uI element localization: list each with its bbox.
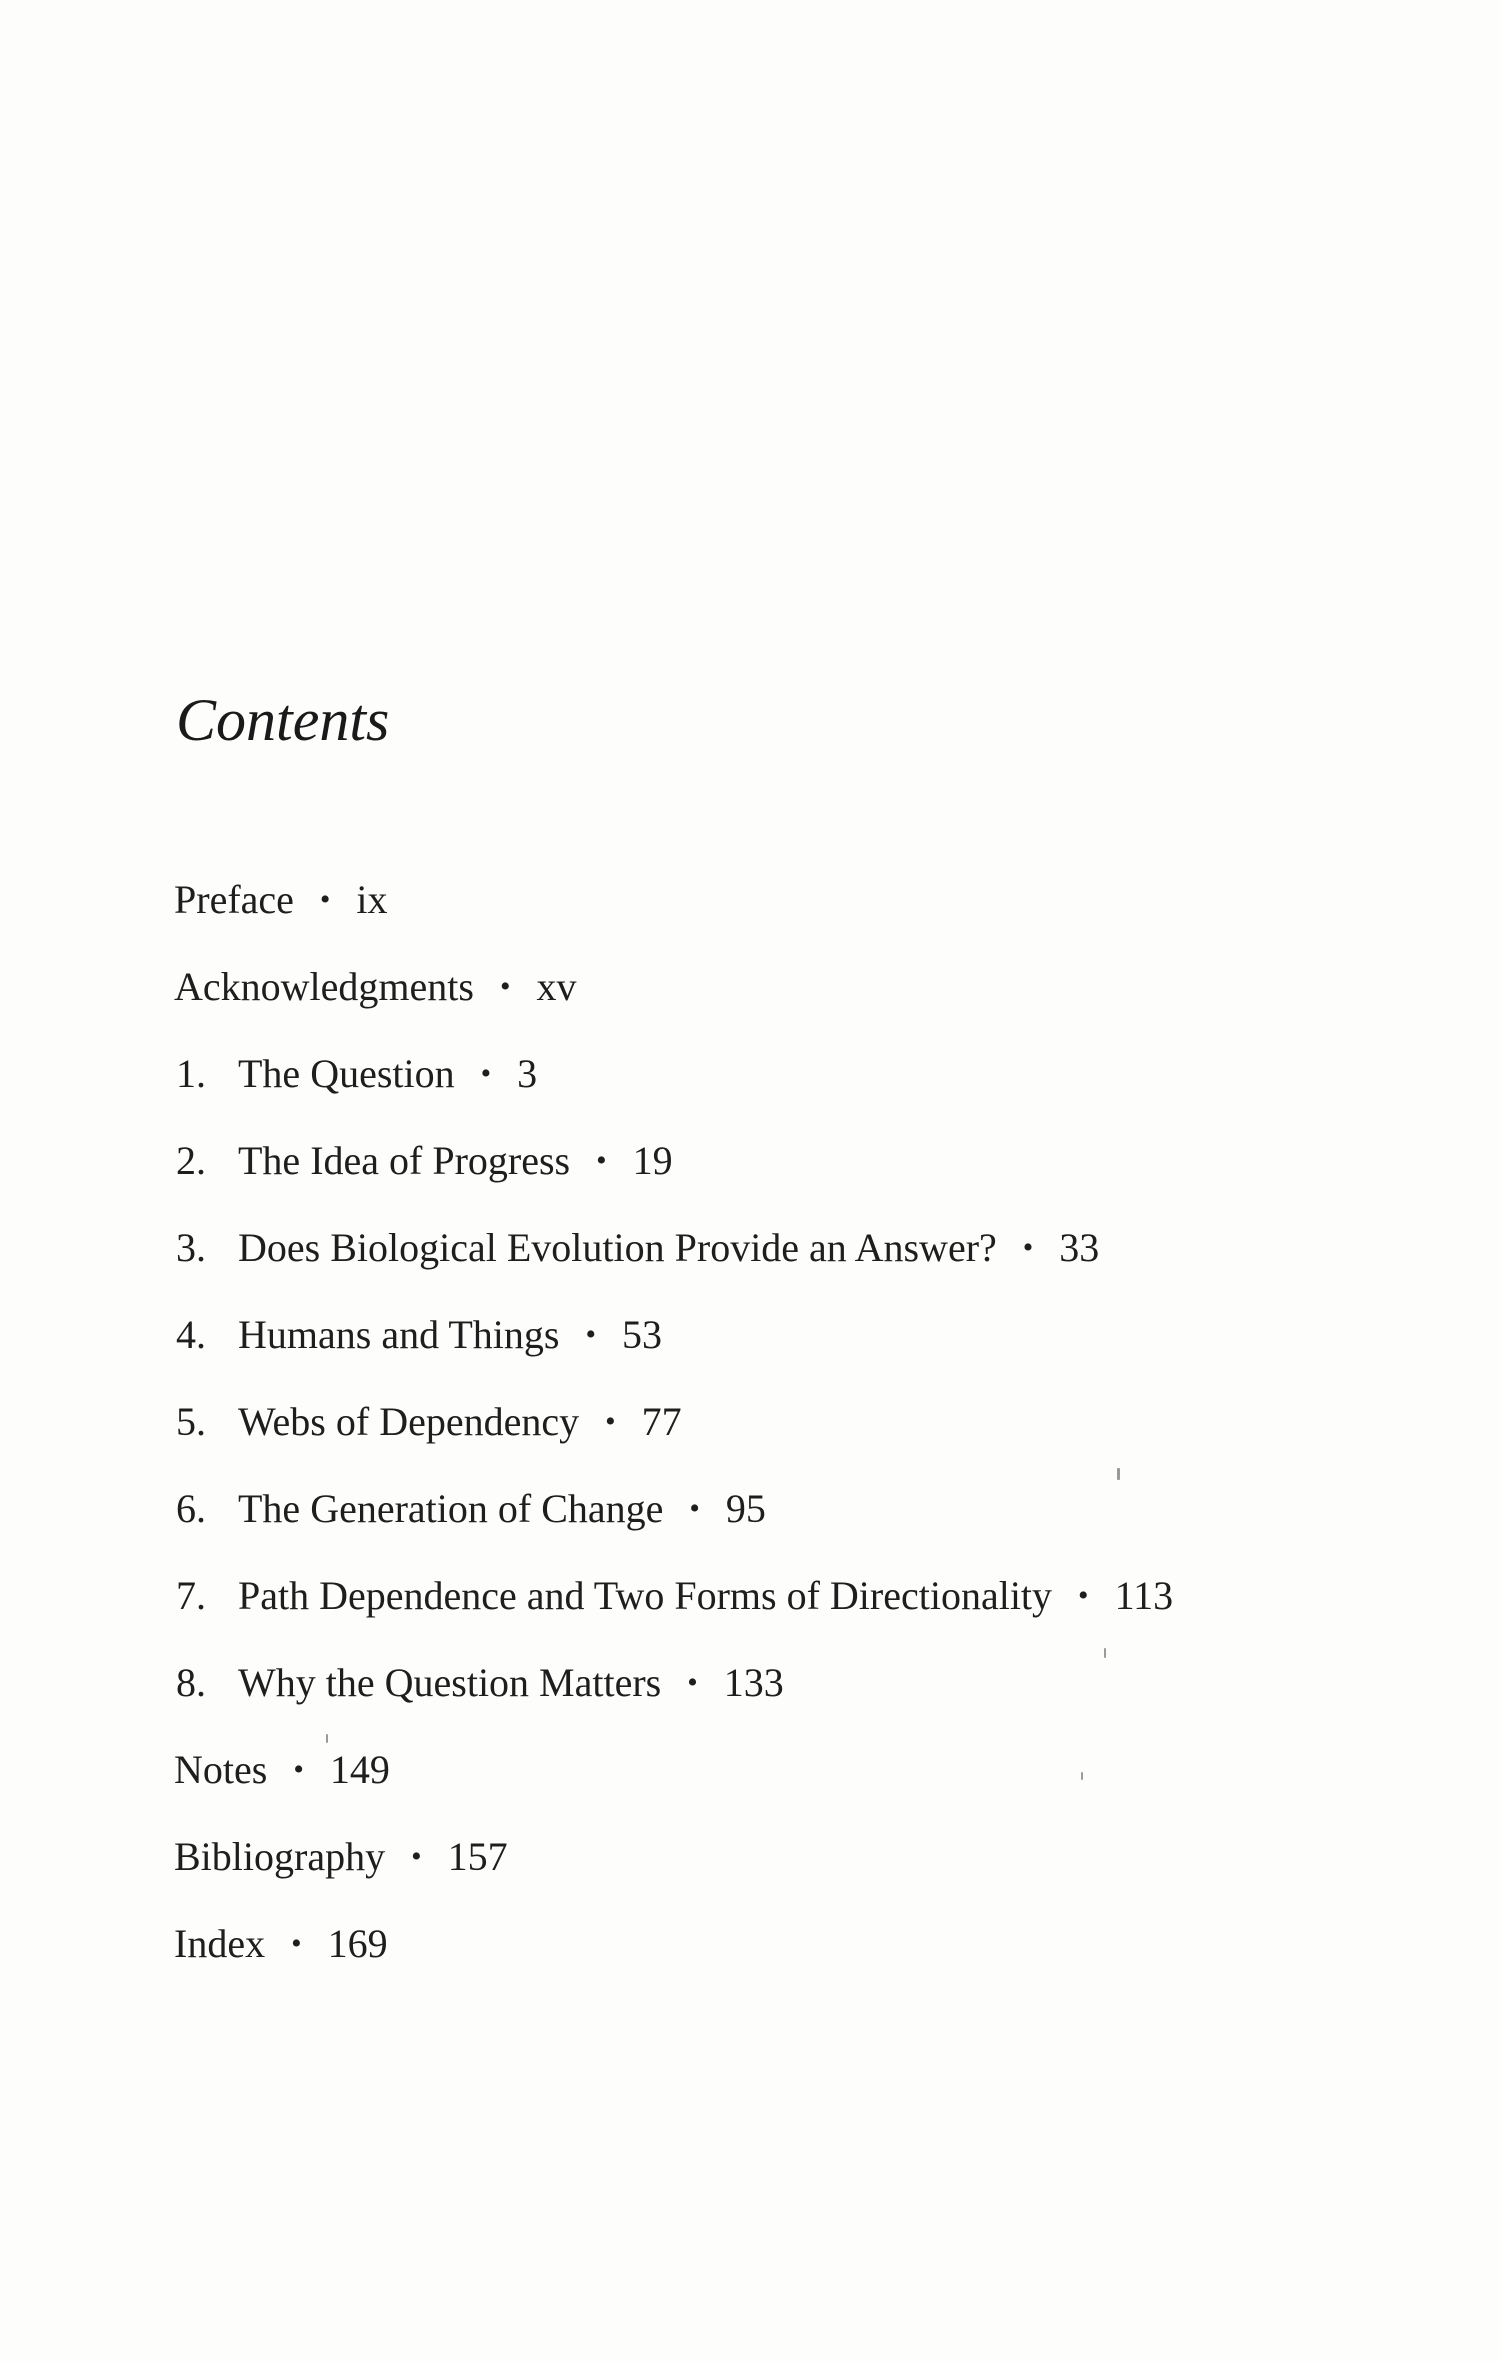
entry-title: The Question <box>238 1051 455 1096</box>
entry-title: Index <box>174 1921 266 1966</box>
separator-dot: • <box>319 883 331 916</box>
toc-entry-bibliography <box>174 1834 508 1879</box>
entry-title: The Idea of Progress <box>238 1138 571 1183</box>
entry-title: Humans and Things <box>238 1312 560 1357</box>
chapter-number: 2. <box>176 1138 206 1183</box>
separator-dot: • <box>687 1666 698 1699</box>
entry-page: ix <box>356 877 388 922</box>
toc-entry-chapter-3 <box>176 1225 1100 1270</box>
entry-page: 169 <box>327 1921 388 1966</box>
entry-title: Bibliography <box>174 1834 386 1879</box>
entry-page: 149 <box>329 1747 390 1792</box>
entry-page: 3 <box>517 1051 538 1096</box>
separator-dot: • <box>596 1144 607 1177</box>
entry-page: 77 <box>641 1399 682 1444</box>
scan-speck <box>1104 1648 1106 1658</box>
chapter-number: 6. <box>176 1486 206 1531</box>
scan-speck <box>326 1734 328 1743</box>
entry-title: Acknowledgments <box>174 964 474 1009</box>
entry-page: 53 <box>621 1312 662 1357</box>
toc-entry-chapter-4 <box>176 1312 662 1357</box>
chapter-number: 5. <box>176 1399 206 1444</box>
entry-page: 157 <box>447 1834 508 1879</box>
entry-page: 113 <box>1114 1573 1174 1618</box>
toc-entry-notes <box>174 1747 390 1792</box>
separator-dot: • <box>411 1840 422 1873</box>
entry-title: Webs of Dependency <box>238 1399 580 1444</box>
scan-speck <box>1117 1468 1120 1480</box>
entry-page: 95 <box>725 1486 766 1531</box>
toc-entry-chapter-6 <box>176 1486 766 1531</box>
entry-title: Preface <box>174 877 294 922</box>
toc-entry-index <box>174 1921 388 1966</box>
scan-speck <box>1081 1772 1083 1780</box>
entry-page: xv <box>536 964 577 1009</box>
separator-dot: • <box>605 1405 616 1438</box>
chapter-number: 7. <box>176 1573 206 1618</box>
separator-dot: • <box>1078 1579 1089 1612</box>
separator-dot: • <box>480 1057 492 1090</box>
contents-heading: Contents <box>176 687 390 753</box>
separator-dot: • <box>1022 1231 1034 1264</box>
separator-dot: • <box>291 1927 302 1960</box>
toc-entry-chapter-5 <box>176 1399 682 1444</box>
separator-dot: • <box>689 1492 700 1525</box>
chapter-number: 4. <box>176 1312 206 1357</box>
entry-title: The Generation of Change <box>238 1486 664 1531</box>
toc-entry-chapter-2 <box>176 1138 673 1183</box>
entry-title: Notes <box>174 1747 268 1792</box>
toc-entry-preface <box>174 877 388 922</box>
separator-dot: • <box>499 970 511 1003</box>
chapter-number: 3. <box>176 1225 206 1270</box>
entry-page: 33 <box>1059 1225 1100 1270</box>
separator-dot: • <box>293 1753 304 1786</box>
toc-entry-acknowledgments <box>174 964 577 1009</box>
chapter-number: 8. <box>176 1660 206 1705</box>
toc-entry-chapter-8 <box>176 1660 784 1705</box>
entry-page: 19 <box>632 1138 673 1183</box>
toc-entry-chapter-7 <box>176 1573 1174 1618</box>
entry-title: Path Dependence and Two Forms of Directionality <box>238 1573 1053 1618</box>
entry-page: 133 <box>723 1660 784 1705</box>
toc-entry-chapter-1 <box>176 1051 538 1096</box>
chapter-number: 1. <box>176 1051 206 1096</box>
entry-title: Does Biological Evolution Provide an Answer? <box>238 1225 997 1270</box>
entry-title: Why the Question Matters <box>238 1660 662 1705</box>
separator-dot: • <box>585 1318 596 1351</box>
